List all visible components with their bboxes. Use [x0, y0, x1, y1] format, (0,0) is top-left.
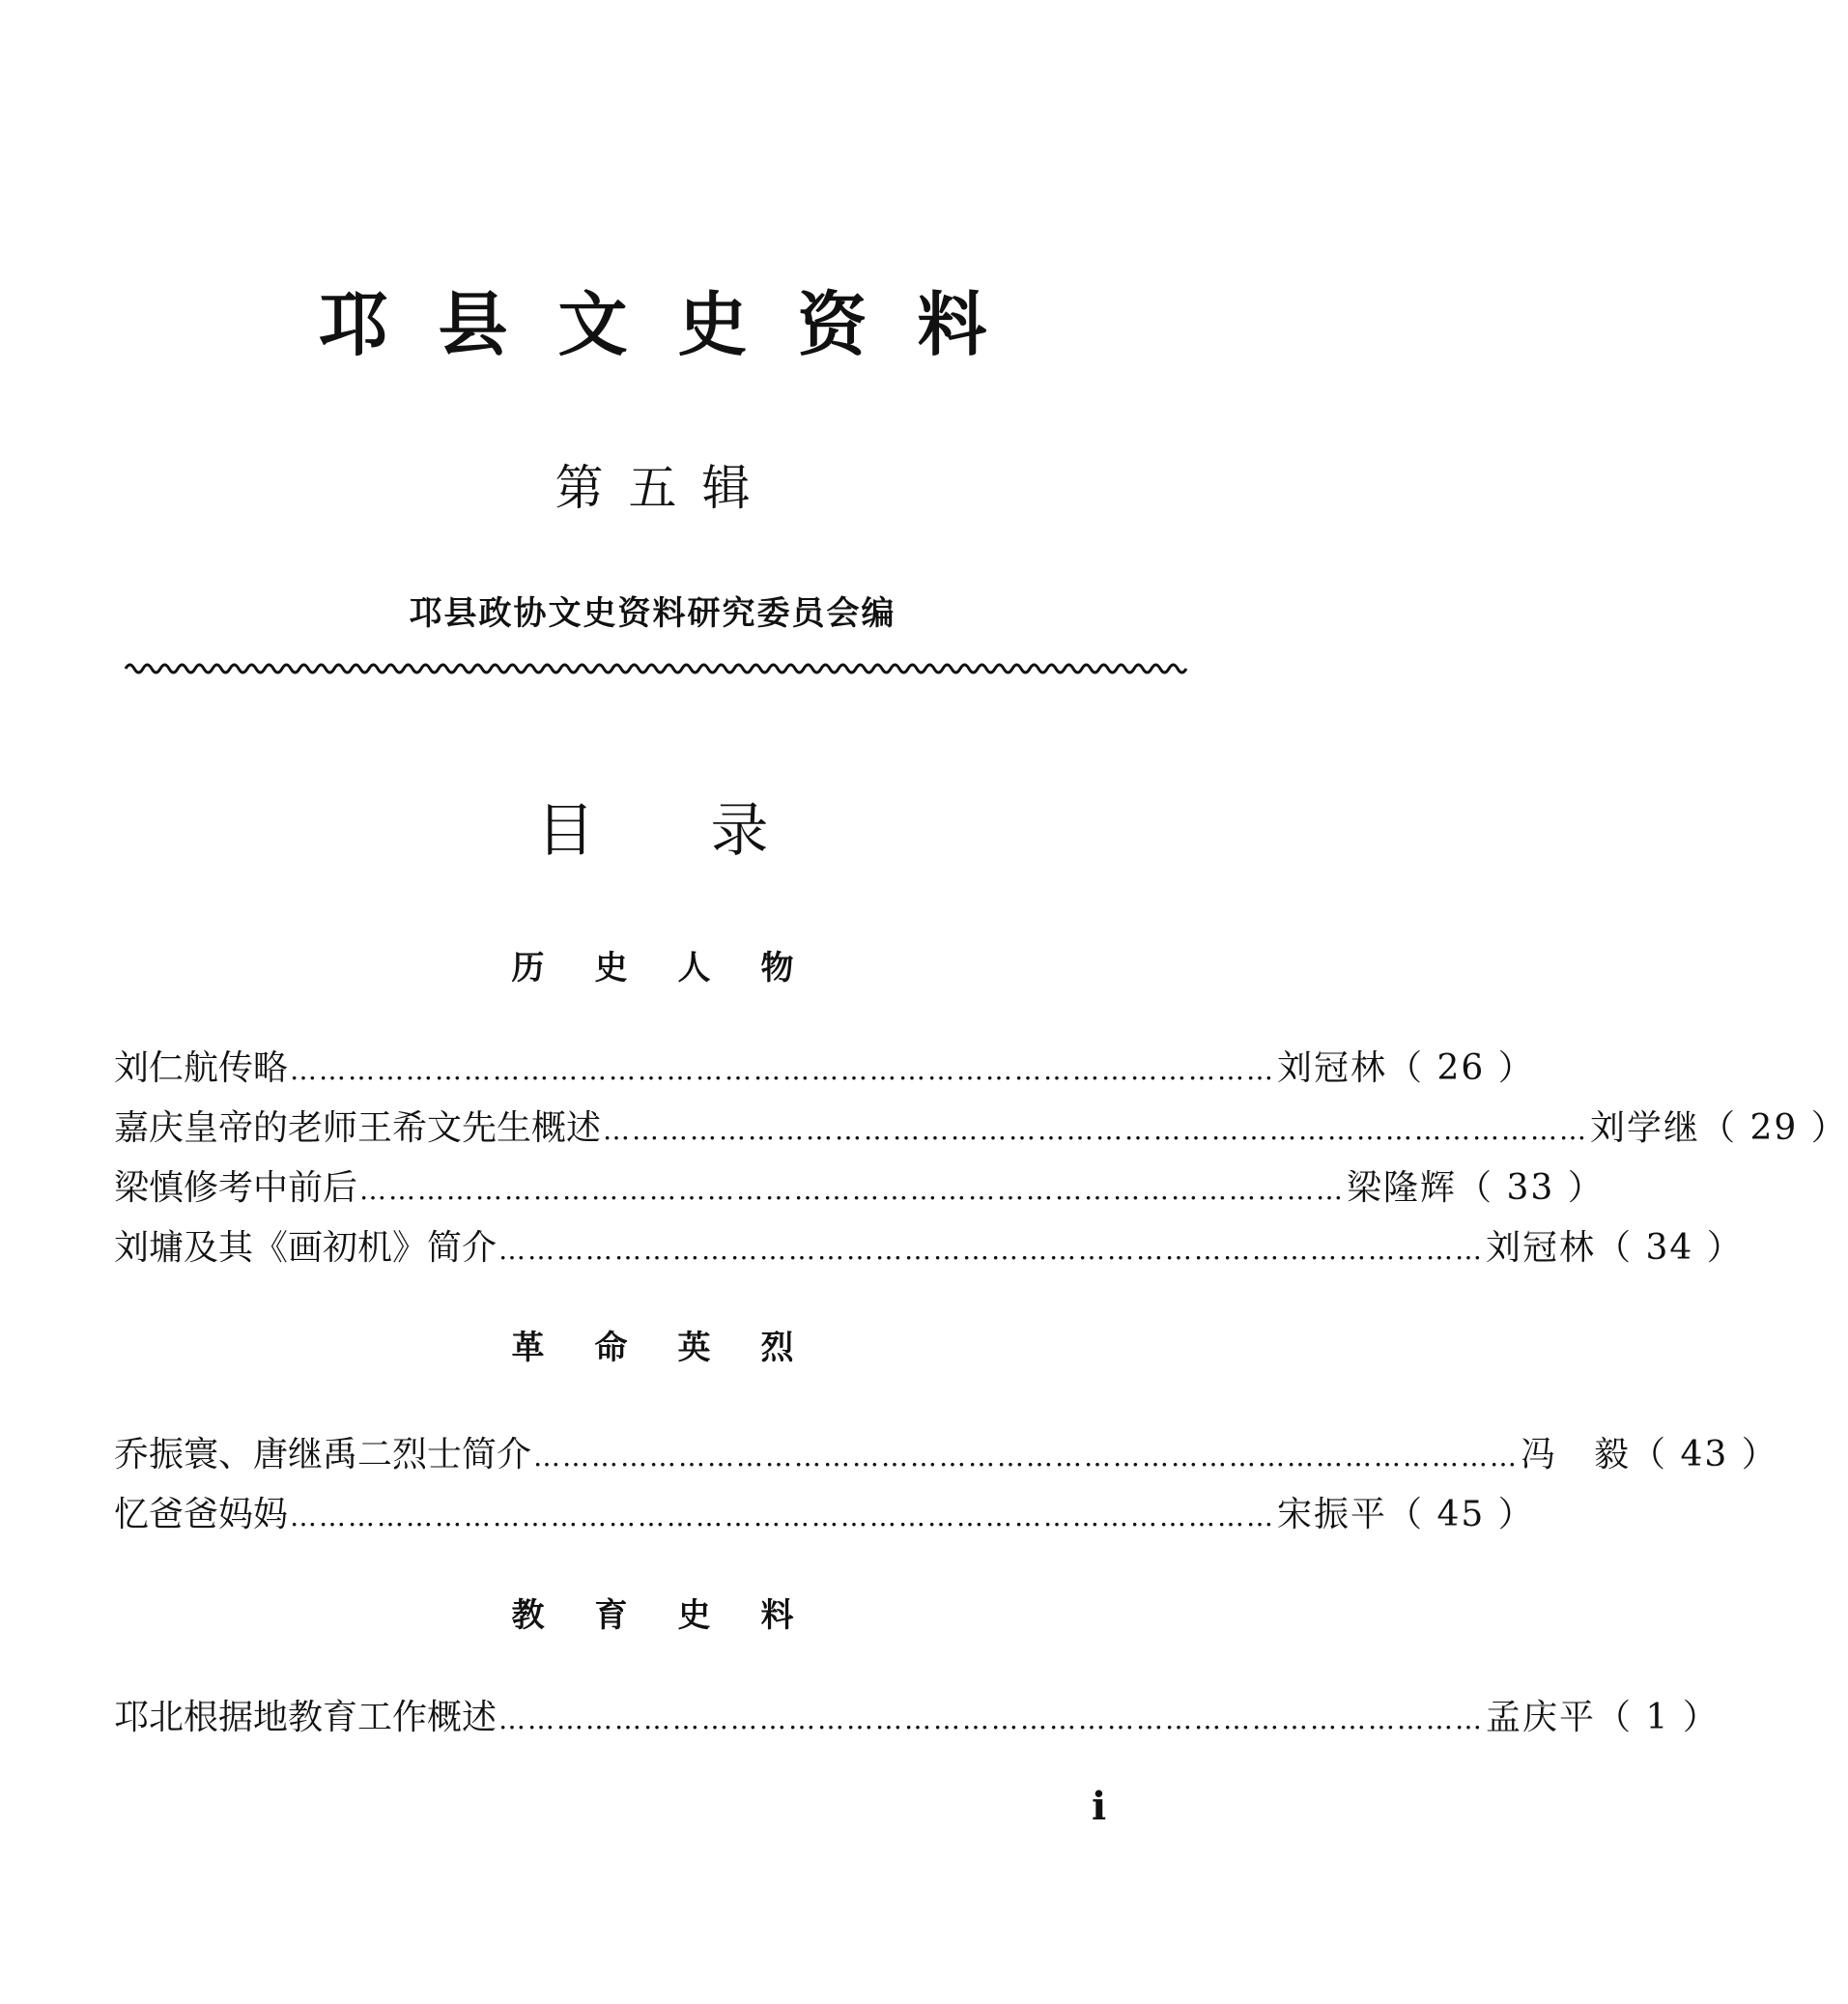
- entry-page: （ 33 ）: [1457, 1168, 1605, 1208]
- entry-page: （ 1 ）: [1596, 1698, 1720, 1737]
- section-heading-education-history: 教育史料: [511, 1596, 844, 1635]
- dot-leader: …………………………………………………………………………………………: [290, 1054, 1276, 1086]
- entry-author: 刘学继: [1590, 1108, 1701, 1148]
- dot-leader: …………………………………………………………………………………………: [533, 1441, 1520, 1473]
- entry-author: 冯 毅: [1521, 1435, 1632, 1474]
- entry-title: 邛北根据地教育工作概述: [114, 1698, 498, 1737]
- editor-credit: 邛县政协文史资料研究委员会编: [409, 594, 896, 633]
- entry-author: 梁隆辉: [1347, 1168, 1458, 1208]
- page-number: i: [1092, 1784, 1107, 1829]
- entry-title: 刘墉及其《画初机》简介: [114, 1228, 498, 1268]
- entry-page: （ 26 ）: [1387, 1048, 1535, 1088]
- volume-label: 第五辑: [554, 460, 776, 516]
- entry-page: （ 45 ）: [1387, 1495, 1535, 1534]
- wavy-divider: [126, 657, 1179, 680]
- entry-page: （ 43 ）: [1631, 1435, 1778, 1474]
- toc-entry[interactable]: [114, 1430, 1778, 1480]
- toc-title: 目录: [536, 797, 885, 865]
- section-heading-history-figures: 历史人物: [511, 949, 844, 988]
- entry-page: （ 29 ）: [1700, 1108, 1848, 1148]
- toc-entry[interactable]: [114, 1044, 1535, 1094]
- entry-title: 刘仁航传略: [114, 1048, 289, 1088]
- toc-entry[interactable]: [114, 1693, 1720, 1743]
- entry-author: 宋振平: [1277, 1495, 1388, 1534]
- book-title: 邛县文史资料: [318, 283, 1038, 365]
- toc-entry[interactable]: [114, 1223, 1744, 1274]
- section-heading-revolutionary-martyrs: 革命英烈: [511, 1329, 844, 1367]
- toc-entry[interactable]: [114, 1163, 1605, 1214]
- entry-title: 乔振寰、唐继禹二烈士简介: [114, 1435, 532, 1474]
- entry-page: （ 34 ）: [1596, 1228, 1744, 1268]
- entry-author: 刘冠林: [1277, 1048, 1388, 1088]
- entry-title: 梁慎修考中前后: [114, 1168, 358, 1208]
- dot-leader: …………………………………………………………………………………………: [498, 1234, 1485, 1266]
- toc-entry[interactable]: [114, 1490, 1535, 1540]
- dot-leader: …………………………………………………………………………………………: [290, 1501, 1276, 1532]
- entry-title: 嘉庆皇帝的老师王希文先生概述: [114, 1108, 602, 1148]
- dot-leader: …………………………………………………………………………………………: [498, 1703, 1485, 1735]
- entry-title: 忆爸爸妈妈: [114, 1495, 289, 1534]
- dot-leader: …………………………………………………………………………………………: [603, 1114, 1589, 1146]
- entry-author: 刘冠林: [1486, 1228, 1597, 1268]
- entry-author: 孟庆平: [1486, 1698, 1597, 1737]
- dot-leader: …………………………………………………………………………………………: [359, 1174, 1346, 1206]
- toc-entry[interactable]: [114, 1103, 1848, 1154]
